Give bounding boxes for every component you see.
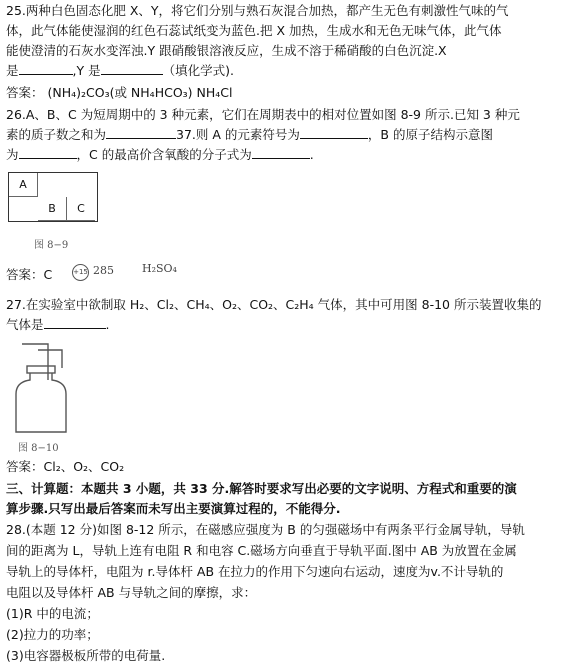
q25-blank-x[interactable] [19,62,73,75]
bottle-stopper [27,366,55,373]
q26-answer-label: 答案：C [6,267,53,282]
q26-line-1: 26.A、B、C 为短周期中的 3 种元素，它们在周期表中的相对位置如图 8-9 所示.已知 3 种元 [6,107,520,122]
q26-blank-sum[interactable] [106,126,176,139]
bottle-body [16,373,66,432]
q25-blank-y[interactable] [101,62,163,75]
q28-line-4: 电阻以及导体杆 AB 与导轨之间的摩擦，求： [6,585,257,600]
atom-structure-diagram [72,262,114,281]
q25-text-b: ,Y 是 [72,63,101,78]
q27-line-2 [6,316,110,334]
q26-line-3 [6,146,314,164]
q26-blank-structure[interactable] [19,146,77,159]
section3-heading-line-1: 三、计算题：本题共 3 小题，共 33 分.解答时要求写出必要的文字说明、方程式和重要的演 [6,481,517,496]
q25-answer: 答案： (NH₄)₂CO₃(或 NH₄HCO₃) NH₄Cl [6,85,233,100]
q27-text-b: . [105,317,110,332]
cell-c: C [67,197,95,221]
q28-line-3: 导轨上的导体杆，电阻为 r.导体杆 AB 在拉力的作用下匀速向右运动，速度为v.不计导轨的 [6,564,504,579]
q28-line-1: 28.(本题 12 分)如图 8-12 所示，在磁感应强度为 B 的匀强磁场中有两条平行金属导轨，导轨 [6,522,525,537]
q26-blank-formula[interactable] [252,146,310,159]
q28-line-2: 间的距离为 L，导轨上连有电阻 R 和电容 C.磁场方向垂直于导轨平面.图中 AB 为放置在金属 [6,543,517,558]
gas-collection-bottle-figure [8,340,72,436]
acid-formula: H₂SO₄ [142,262,177,275]
q27-line-1: 27.在实验室中欲制取 H₂、Cl₂、CH₄、O₂、CO₂、C₂H₄ 气体，其中可用图 8-10 所示装置收集的 [6,297,542,312]
q28-sub-2: (2)拉力的功率； [6,627,99,642]
periodic-table-fragment [8,172,98,222]
q25-line-4 [6,62,234,80]
q26-text-d: 为 [6,147,19,162]
figure-8-9-caption: 图 8−9 [34,240,69,251]
atom-shells: 285 [92,264,114,277]
q27-blank-gases[interactable] [44,316,106,329]
q26-line-2 [6,126,493,144]
q26-text-c: ，B 的原子结构示意图 [367,127,493,142]
section3-heading-line-2: 算步骤.只写出最后答案而未写出主要演算过程的，不能得分. [6,501,341,516]
q27-text-a: 气体是 [6,317,44,332]
figure-8-10-caption: 图 8−10 [18,443,59,454]
q25-text-a: 是 [6,63,19,78]
q26-text-f: . [309,147,314,162]
inlet-tube-right [38,350,62,368]
cell-a: A [9,173,38,197]
q28-sub-3: (3)电容器极板所带的电荷量. [6,648,166,663]
cell-b: B [38,197,67,221]
q25-line-1: 25.两种白色固态化肥 X、Y，将它们分别与熟石灰混合加热，都产生无色有刺激性气味的气 [6,3,509,18]
q28-sub-1: (1)R 中的电流； [6,606,99,621]
q26-text-b: 37.则 A 的元素符号为 [176,127,300,142]
q27-answer: 答案：Cl₂、O₂、CO₂ [6,459,125,474]
q26-text-e: ，C 的最高价含氧酸的分子式为 [76,147,252,162]
q26-blank-symbol[interactable] [300,126,368,139]
q25-line-2: 体，此气体能使湿润的红色石蕊试纸变为蓝色.把 X 加热，生成水和无色无味气体，此气体 [6,23,502,38]
atom-nucleus: +15 [72,264,89,281]
q25-text-c: （填化学式). [162,63,234,78]
q25-line-3: 能使澄清的石灰水变浑浊.Y 跟硝酸银溶液反应，生成不溶于稀硝酸的白色沉淀.X [6,43,447,58]
q26-text-a: 素的质子数之和为 [6,127,107,142]
